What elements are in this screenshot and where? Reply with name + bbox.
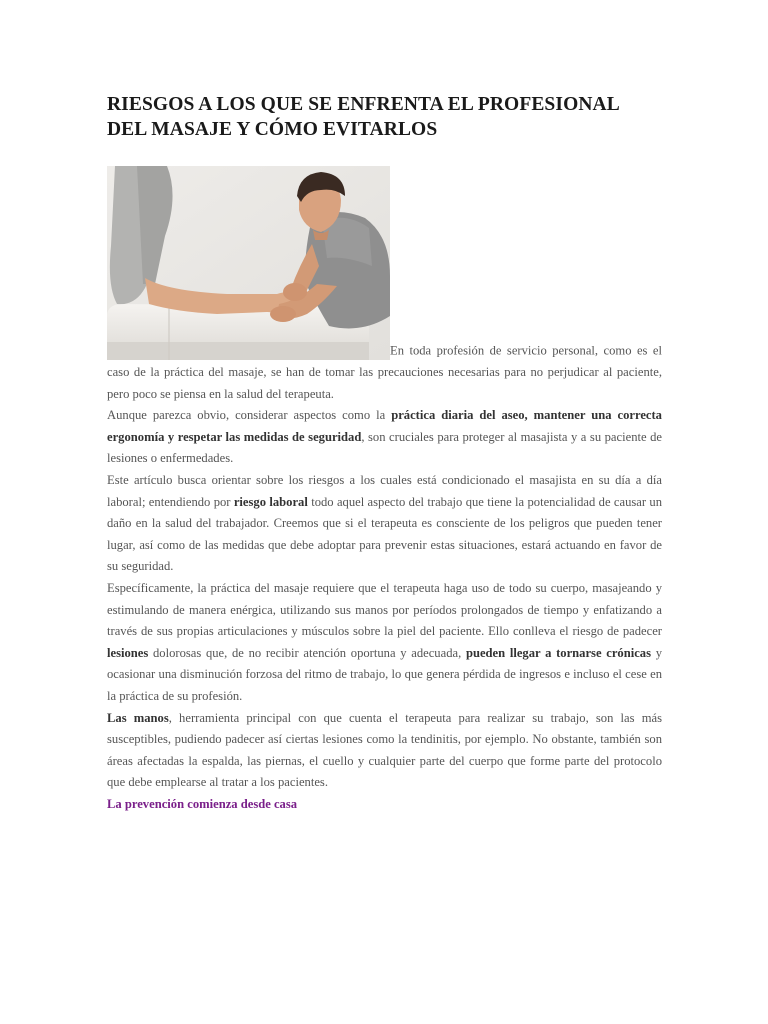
paragraph-3: Este artículo busca orientar sobre los riesgos a los cuales está condicionado el masajista en su día a día laboral; entendiendo por riesgo laboral todo aquel aspecto del trabajo que tiene la potencialidad de causar un daño en la salud del trabajador. Creemos que si el terapeuta es consciente de los peligros que pueden tener lugar, así como de las medidas que debe adoptar para prevenir estas situaciones, estará actuando en favor de su seguridad. <box>107 472 662 574</box>
article-title: RIESGOS A LOS QUE SE ENFRENTA EL PROFESIONAL DEL MASAJE Y CÓMO EVITARLOS <box>107 94 619 140</box>
document-page <box>107 92 662 815</box>
intro-paragraph: En toda profesión de servicio personal, como es el caso de la práctica del masaje, se han de tomar las precauciones necesarias para no perjudicar al paciente, pero poco se piensa en la salud del terapeuta. <box>107 166 662 405</box>
paragraph-2: Aunque parezca obvio, considerar aspectos como la práctica diaria del aseo, mantener una correcta ergonomía y respetar las medidas de seguridad, son cruciales para proteger al masajista y a su paciente de lesiones o enfermedades. <box>107 408 662 466</box>
paragraph-5: Las manos, herramienta principal con que cuenta el terapeuta para realizar su trabajo, son las más susceptibles, pudiendo padecer así ciertas lesiones como la tendinitis, por ejemplo. No obstante, también son áreas afectadas la espalda, las piernas, el cuello y cualquier parte del cuerpo que forme parte del protocolo que debe emplearse al tratar a los pacientes. <box>107 710 662 790</box>
paragraph-4: Específicamente, la práctica del masaje requiere que el terapeuta haga uso de todo su cuerpo, masajeando y estimulando de manera enérgica, utilizando sus manos por períodos prolongados de tiempo y enfatizando a través de sus propias articulaciones y músculos sobre la piel del paciente. Ello conlleva el riesgo de padecer lesiones dolorosas que, de no recibir atención oportuna y adecuada, pueden llegar a tornarse crónicas y ocasionar una disminución forzosa del ritmo de trabajo, lo que genera pérdida de ingresos e incluso el cese en la práctica de su profesión. <box>107 580 662 703</box>
massage-photo-icon <box>107 166 390 360</box>
section-heading: La prevención comienza desde casa <box>107 796 298 811</box>
